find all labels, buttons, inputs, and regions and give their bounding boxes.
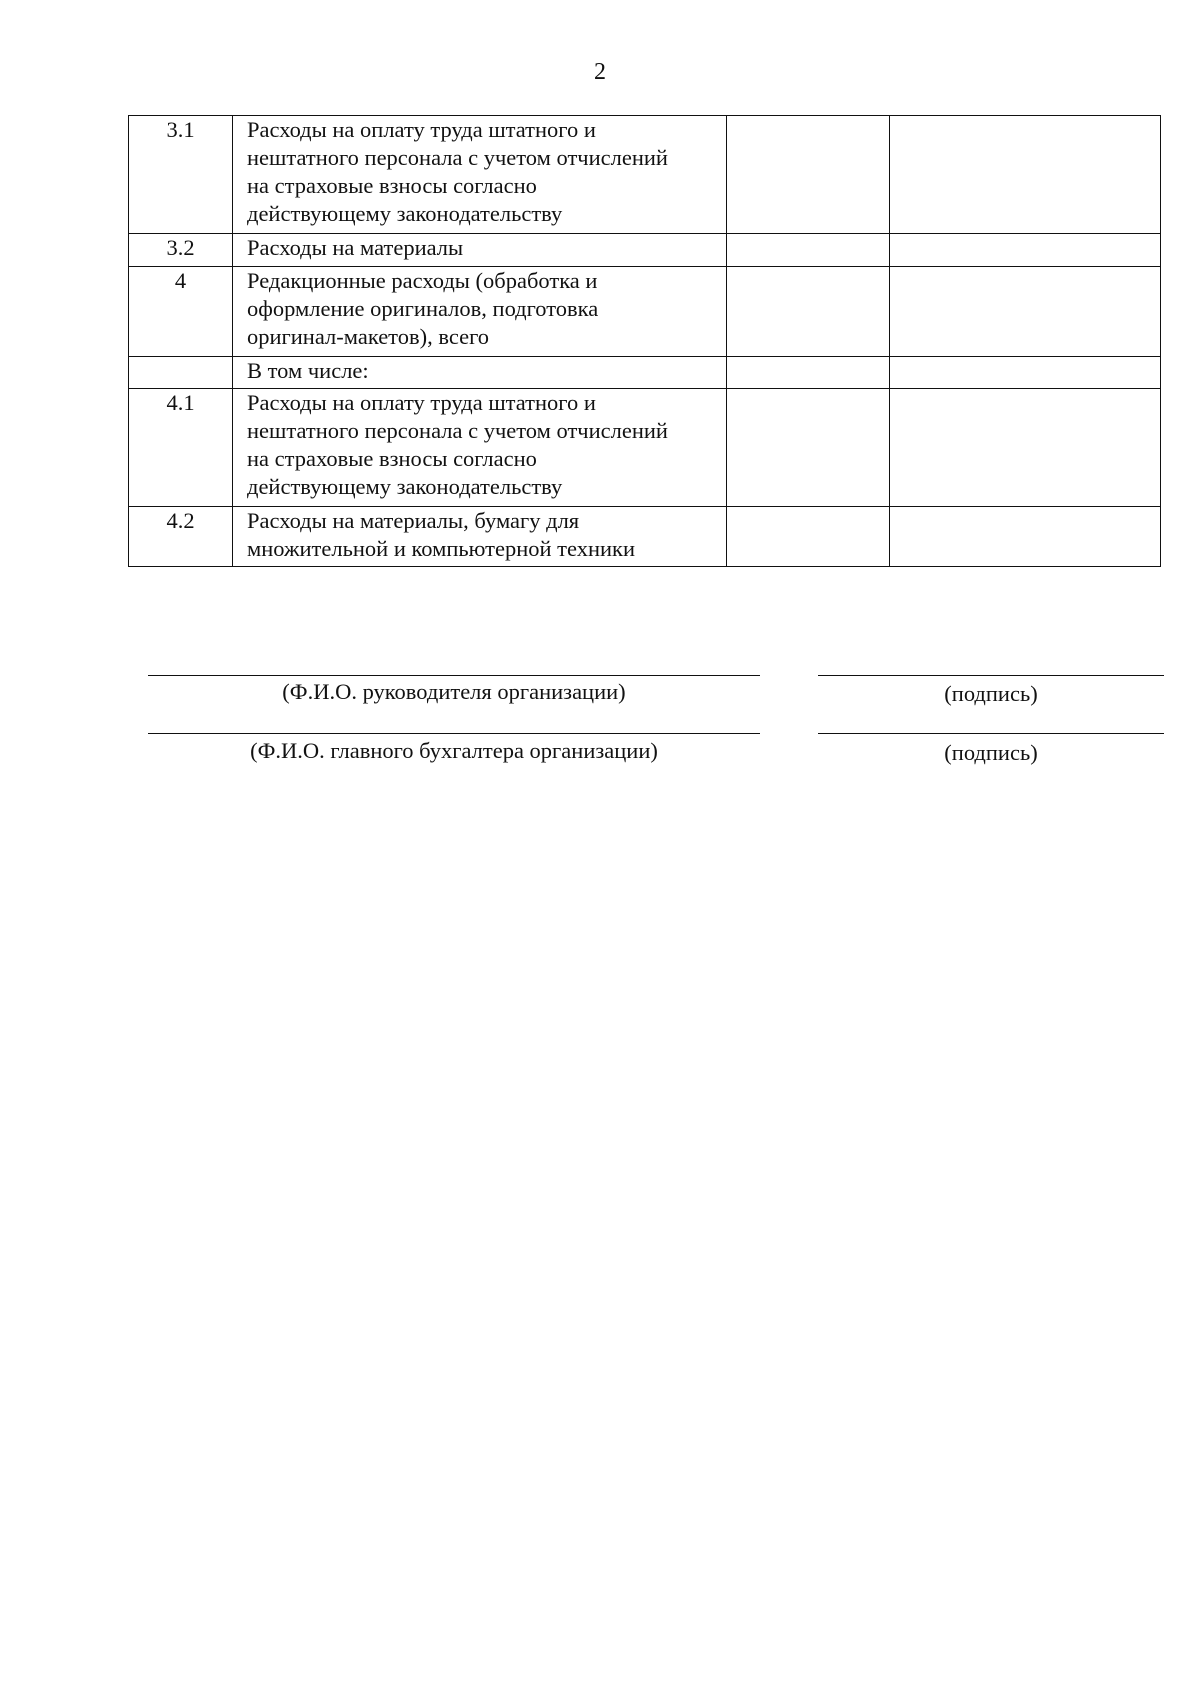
description-line: оригинал-макетов), всего xyxy=(247,324,489,349)
value-cell-1 xyxy=(727,357,890,389)
description-line: нештатного персонала с учетом отчислений xyxy=(247,145,668,170)
description-line: оформление оригиналов, подготовка xyxy=(247,296,599,321)
value-cell-1 xyxy=(727,234,890,267)
description-line: Расходы на материалы, бумагу для xyxy=(247,508,580,533)
accountant-name-caption: (Ф.И.О. главного бухгалтера организации) xyxy=(250,738,658,763)
value-cell-2 xyxy=(890,234,1161,267)
value-cell-1 xyxy=(727,267,890,357)
row-number: 4 xyxy=(129,267,233,357)
table-row xyxy=(129,507,1161,567)
value-cell-2 xyxy=(890,389,1161,507)
director-name-caption: (Ф.И.О. руководителя организации) xyxy=(282,679,626,704)
row-number: 4.1 xyxy=(129,389,233,507)
description-line: действующему законодательству xyxy=(247,201,563,226)
budget-table xyxy=(128,115,1161,567)
value-cell-2 xyxy=(890,267,1161,357)
accountant-signature-line xyxy=(818,733,1164,734)
table-row xyxy=(129,234,1161,267)
page-number: 2 xyxy=(594,59,606,85)
value-cell-1 xyxy=(727,389,890,507)
row-number: 4.2 xyxy=(129,507,233,567)
table-row xyxy=(129,116,1161,234)
row-description xyxy=(233,357,727,389)
director-name-line xyxy=(148,675,760,676)
row-description xyxy=(233,507,727,567)
description-line: нештатного персонала с учетом отчислений xyxy=(247,418,668,443)
value-cell-2 xyxy=(890,507,1161,567)
row-description xyxy=(233,267,727,357)
value-cell-1 xyxy=(727,507,890,567)
row-description xyxy=(233,234,727,267)
row-number: 3.1 xyxy=(129,116,233,234)
row-description xyxy=(233,116,727,234)
director-signature-caption: (подпись) xyxy=(944,681,1038,706)
value-cell-1 xyxy=(727,116,890,234)
description-line: множительной и компьютерной техники xyxy=(247,536,636,561)
description-line: Редакционные расходы (обработка и xyxy=(247,268,598,293)
table-row xyxy=(129,267,1161,357)
description-line: Расходы на материалы xyxy=(247,235,464,260)
row-description xyxy=(233,389,727,507)
row-number: 3.2 xyxy=(129,234,233,267)
value-cell-2 xyxy=(890,116,1161,234)
table-row xyxy=(129,357,1161,389)
accountant-signature-caption: (подпись) xyxy=(944,740,1038,765)
description-line: на страховые взносы согласно xyxy=(247,446,537,471)
director-signature-line xyxy=(818,675,1164,676)
table-row xyxy=(129,389,1161,507)
description-line: Расходы на оплату труда штатного и xyxy=(247,117,596,142)
description-line: Расходы на оплату труда штатного и xyxy=(247,390,596,415)
value-cell-2 xyxy=(890,357,1161,389)
description-line: действующему законодательству xyxy=(247,474,563,499)
description-line: на страховые взносы согласно xyxy=(247,173,537,198)
row-number xyxy=(129,357,233,389)
description-line: В том числе: xyxy=(247,358,369,383)
accountant-name-line xyxy=(148,733,760,734)
